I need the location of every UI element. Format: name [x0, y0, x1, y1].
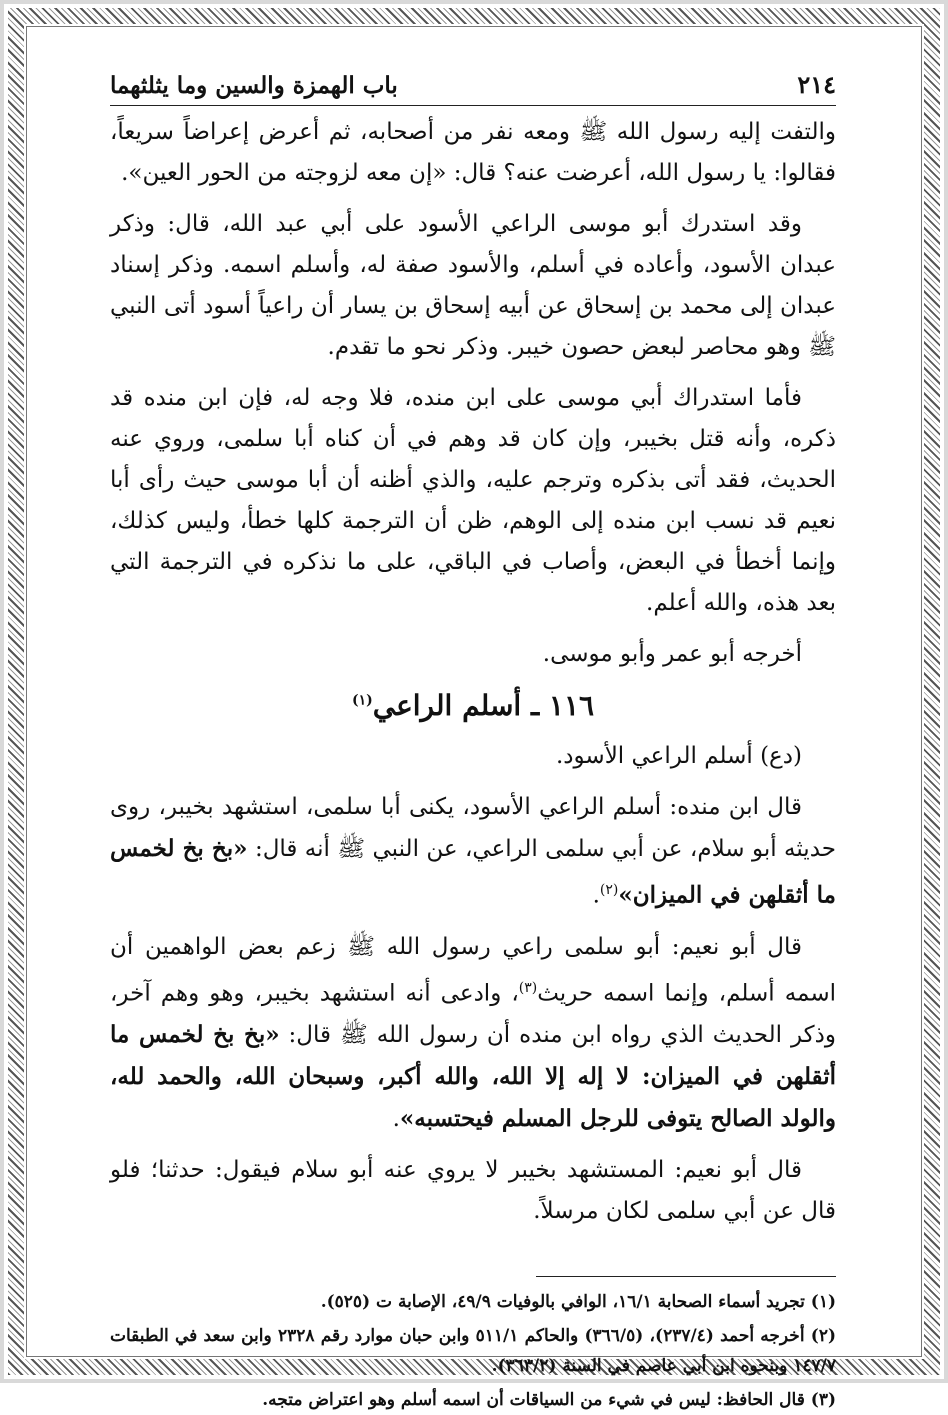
page-header	[110, 70, 836, 106]
section-title-text: ١١٦ ـ أسلم الراعي	[373, 689, 594, 722]
paragraph-6	[110, 787, 836, 917]
paragraph-7-end: .	[393, 1106, 400, 1132]
paragraph-7	[110, 927, 836, 1141]
footnote-3: (٣) قال الحافظ: ليس في شيء من السياقات أن اسمه أسلم وهو اعتراض متجه.	[110, 1385, 836, 1415]
running-title: باب الهمزة والسين وما يثلثهما	[110, 72, 398, 99]
hadith-quote-2: «بخ بخ لخمس ما أثقلهن في الميزان: لا إله إلا الله، والله أكبر، وسبحان الله، والحمد لله، والولد الصالح يتوفى للرجل المسلم فيحتسبه»	[110, 1021, 836, 1132]
footnote-mark-2: (٢)	[600, 882, 618, 898]
paragraph-5: (دع) أسلم الراعي الأسود.	[110, 736, 836, 777]
hadith-quote-1: «بخ بخ لخمس ما أثقلهن في الميزان»	[110, 835, 836, 909]
paragraph-4: أخرجه أبو عمر وأبو موسى.	[110, 634, 836, 675]
paragraph-2: وقد استدرك أبو موسى الراعي الأسود على أبي عبد الله، قال: وذكر عبدان الأسود، وأعاده في أسلم، والأسود صفة له، وأسلم اسمه. وذكر إسناد عبدان إلى محمد بن إسحاق عن أبيه إسحاق بن يسار أن راعياً أسود أتى النبي ﷺ وهو محاصر لبعض حصون خيبر. وذكر نحو ما تقدم.	[110, 204, 836, 368]
paragraph-7-text-a: قال أبو نعيم: أبو سلمى راعي رسول الله ﷺ زعم بعض الواهمين أن اسمه أسلم، وإنما اسمه حريث	[110, 934, 836, 1007]
page-number: ٢١٤	[797, 70, 836, 99]
paragraph-6-text: قال ابن منده: أسلم الراعي الأسود، يكنى أبا سلمى، استشهد بخيبر، روى حديثه أبو سلام، عن أبي سلمى الراعي، عن النبي ﷺ أنه قال:	[110, 794, 836, 862]
footnote-2: (٢) أخرجه أحمد (٢٣٧/٤)، (٣٦٦/٥) والحاكم ٥١١/١ وابن حبان موارد رقم ٢٣٢٨ وابن سعد في الطبقات ١٤٧/٧ وبنحوه ابن أبي عاصم في السنة (٣٦٣/٢).	[110, 1321, 836, 1381]
paragraph-8: قال أبو نعيم: المستشهد بخيبر لا يروي عنه أبو سلام فيقول: حدثنا؛ فلو قال عن أبي سلمى لكان مرسلاً.	[110, 1150, 836, 1232]
footnote-separator	[536, 1276, 836, 1277]
footnote-1: (١) تجريد أسماء الصحابة ١٦/١، الوافي بالوفيات ٤٩/٩، الإصابة ت (٥٢٥).	[110, 1287, 836, 1317]
section-title	[110, 689, 836, 722]
footnote-mark-3: (٣)	[519, 980, 537, 996]
section-title-footnote-mark: (١)	[352, 693, 373, 709]
page-content	[110, 70, 836, 1303]
paragraph-1: والتفت إليه رسول الله ﷺ ومعه نفر من أصحابه، ثم أعرض إعراضاً سريعاً، فقالوا: يا رسول الله، أعرضت عنه؟ قال: «إن معه لزوجته من الحور العين».	[110, 112, 836, 194]
paragraph-6-end: .	[593, 883, 600, 909]
paragraph-3: فأما استدراك أبي موسى على ابن منده، فلا وجه له، فإن ابن منده قد ذكره، وأنه قتل بخيبر، وإن كان قد وهم في أن كناه أبا سلمى، وروي عنه الحديث، فقد أتى بذكره وترجم عليه، والذي أظنه أن أبا موسى حيث رأى أبا نعيم قد نسب ابن منده إلى الوهم، ظن أن الترجمة كلها خطأ، وليس كذلك، وإنما أخطأ في البعض، وأصاب في الباقي، على ما نذكره في الترجمة التي بعد هذه، والله أعلم.	[110, 378, 836, 624]
paragraph-7-text-b: ، وادعى أنه استشهد بخيبر، وهو وهم آخر، وذكر الحديث الذي رواه ابن منده أن رسول الله ﷺ قال:	[110, 980, 836, 1048]
